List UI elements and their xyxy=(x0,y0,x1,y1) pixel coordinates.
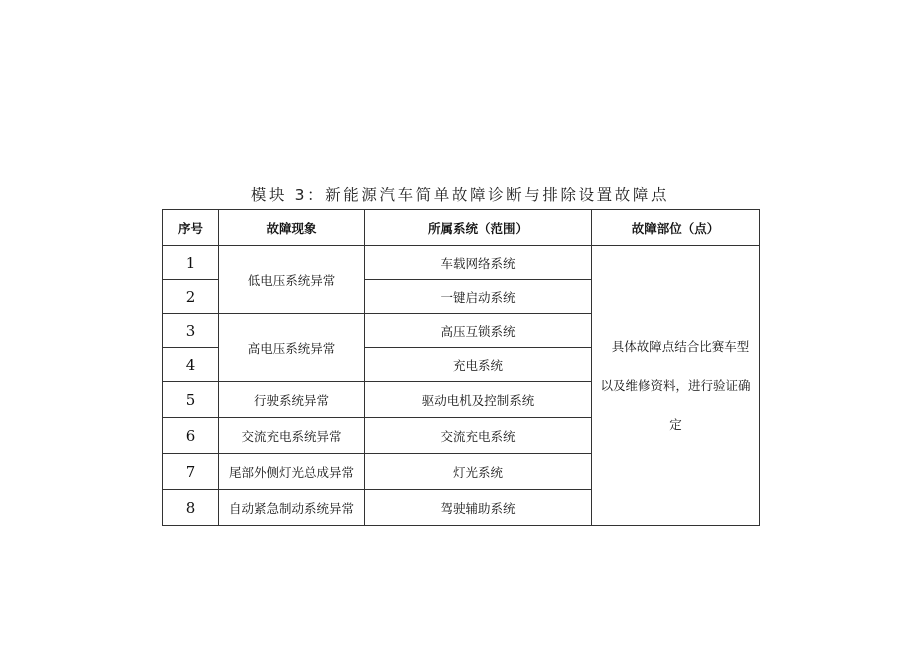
row-system: 一键启动系统 xyxy=(365,280,592,314)
row-phenomenon: 交流充电系统异常 xyxy=(219,418,365,454)
row-system: 驾驶辅助系统 xyxy=(365,490,592,526)
row-phenomenon: 自动紧急制动系统异常 xyxy=(219,490,365,526)
row-seq: 4 xyxy=(163,348,219,382)
row-seq: 1 xyxy=(163,246,219,280)
header-phenomenon: 故障现象 xyxy=(219,210,365,246)
location-line: 具体故障点结合比赛车型 xyxy=(611,339,750,354)
row-seq: 8 xyxy=(163,490,219,526)
fault-point-table xyxy=(162,209,760,526)
row-system: 充电系统 xyxy=(365,348,592,382)
row-system: 高压互锁系统 xyxy=(365,314,592,348)
row-phenomenon: 高电压系统异常 xyxy=(219,314,365,382)
location-line: 以及维修资料，进行验证确 xyxy=(600,378,751,393)
table-header-row xyxy=(163,210,760,246)
location-line: 定 xyxy=(669,417,682,432)
row-seq: 5 xyxy=(163,382,219,418)
row-phenomenon: 低电压系统异常 xyxy=(219,246,365,314)
row-system: 交流充电系统 xyxy=(365,418,592,454)
row-system: 车载网络系统 xyxy=(365,246,592,280)
document-title: 模块 3：新能源汽车简单故障诊断与排除设置故障点 xyxy=(250,186,670,204)
row-system: 驱动电机及控制系统 xyxy=(365,382,592,418)
row-phenomenon: 行驶系统异常 xyxy=(219,382,365,418)
row-seq: 2 xyxy=(163,280,219,314)
header-system: 所属系统（范围） xyxy=(365,210,592,246)
table-row xyxy=(163,246,760,280)
row-seq: 7 xyxy=(163,454,219,490)
row-system: 灯光系统 xyxy=(365,454,592,490)
row-seq: 6 xyxy=(163,418,219,454)
fault-location-cell xyxy=(592,246,760,526)
row-phenomenon: 尾部外侧灯光总成异常 xyxy=(219,454,365,490)
header-seq: 序号 xyxy=(163,210,219,246)
header-location: 故障部位（点） xyxy=(592,210,760,246)
row-seq: 3 xyxy=(163,314,219,348)
